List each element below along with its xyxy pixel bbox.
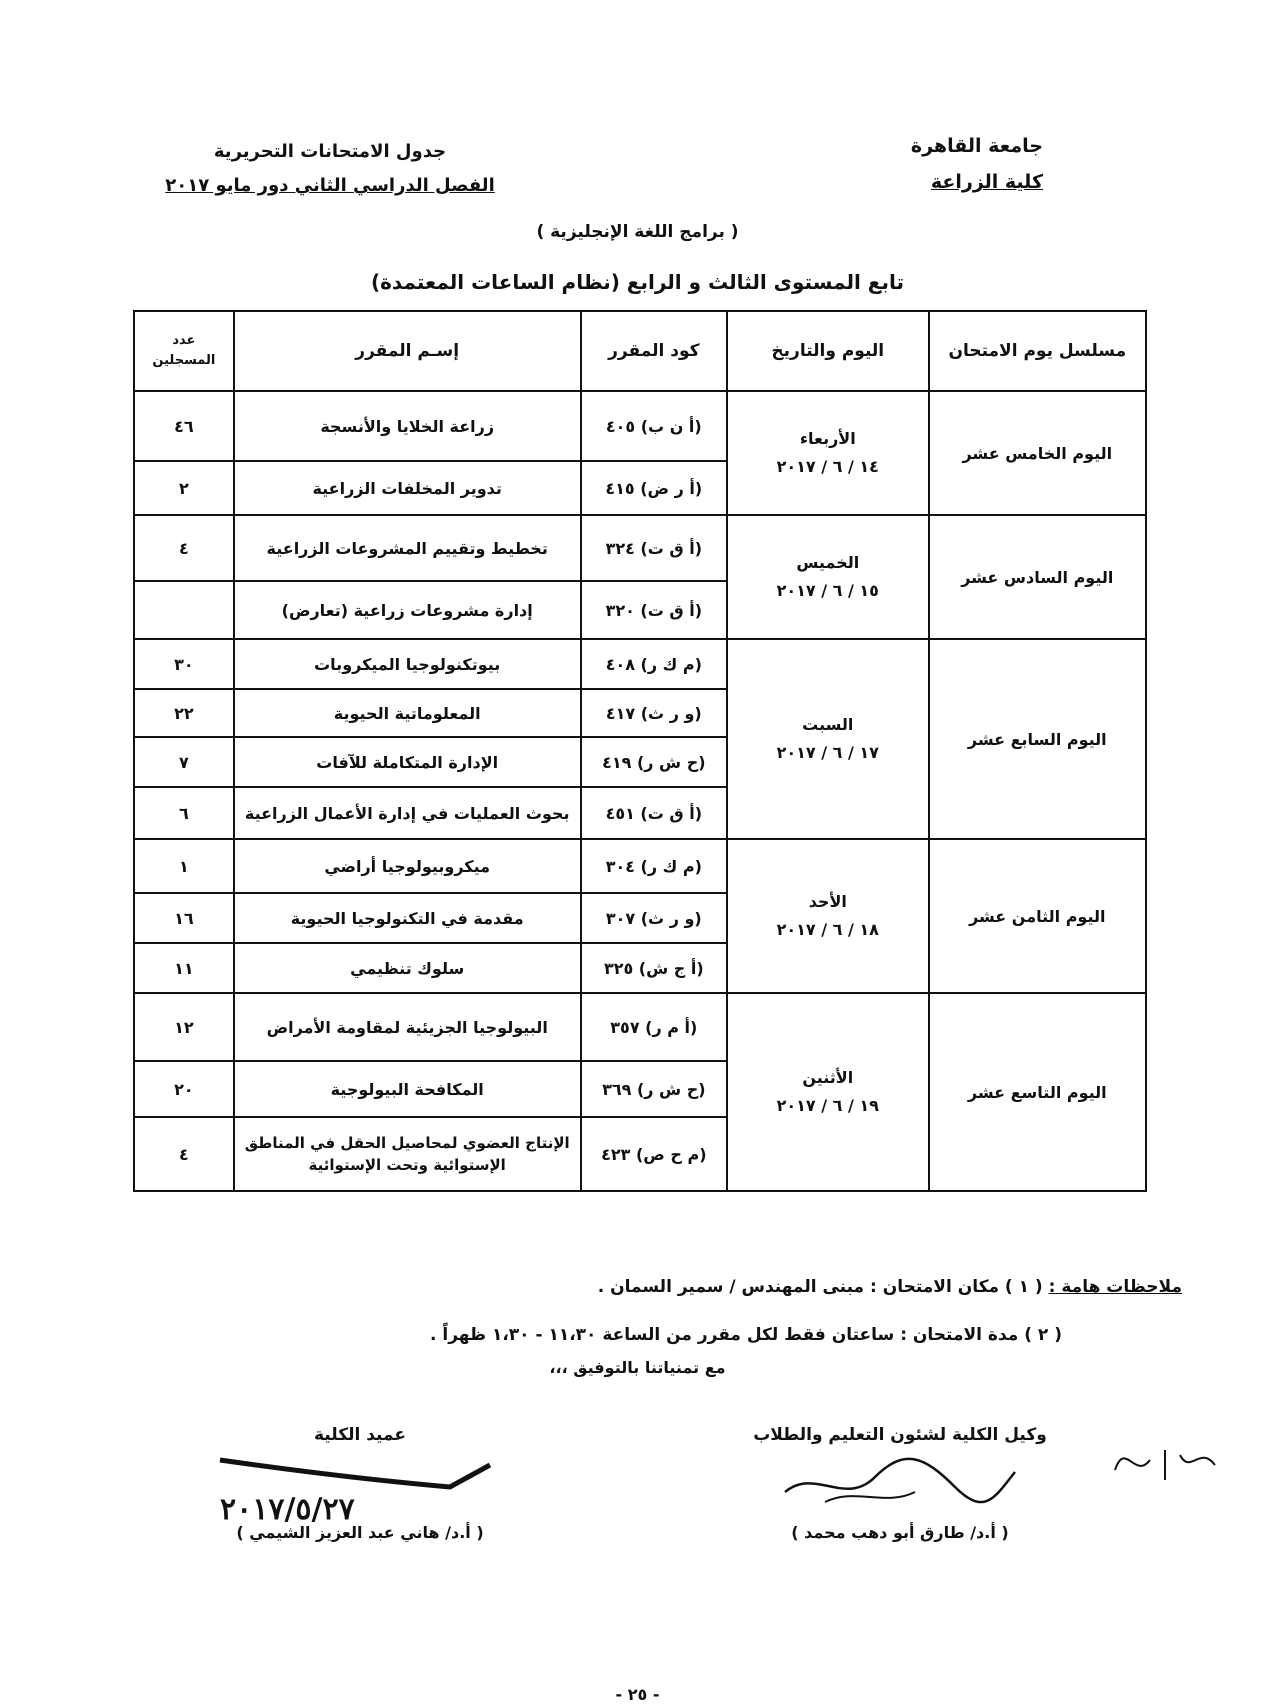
- course-code: (م ح ص) ٤٢٣: [581, 1117, 727, 1191]
- table-row: [134, 839, 1146, 893]
- course-code: (م ك ر) ٤٠٨: [581, 639, 727, 689]
- course-name: تخطيط وتقييم المشروعات الزراعية: [234, 515, 581, 581]
- notes-section: [430, 1263, 1182, 1359]
- note-1: ( ١ ) مكان الامتحان : مبنى المهندس / سمير السمان .: [597, 1277, 1043, 1297]
- exam-day-date-cell: [727, 839, 929, 993]
- enrolled-count: ١٢: [134, 993, 234, 1061]
- exam-date: ١٧ / ٦ / ٢٠١٧: [776, 743, 879, 762]
- vice-dean-signature-scribble: [765, 1447, 1025, 1517]
- course-name: سلوك تنظيمي: [234, 943, 581, 993]
- exam-date: ١٤ / ٦ / ٢٠١٧: [776, 457, 879, 476]
- course-name: تدوير المخلفات الزراعية: [234, 461, 581, 515]
- course-name: بحوث العمليات في إدارة الأعمال الزراعية: [234, 787, 581, 839]
- program-subtitle: ( برامج اللغة الإنجليزية ): [536, 222, 739, 242]
- exam-day-date-cell: [727, 515, 929, 639]
- notes-label: ملاحظات هامة :: [1048, 1277, 1182, 1297]
- closing-wish: مع تمنياتنا بالتوفيق ،،،: [549, 1358, 726, 1377]
- course-code: (و ر ث) ٣٠٧: [581, 893, 727, 943]
- exam-day-serial: اليوم السابع عشر: [929, 639, 1146, 839]
- exam-day-date-cell: [727, 391, 929, 515]
- exam-day-serial: اليوم التاسع عشر: [929, 993, 1146, 1191]
- course-name: ميكروبيولوجيا أراضي: [234, 839, 581, 893]
- schedule-header: [150, 135, 510, 203]
- exam-weekday: السبت: [802, 715, 854, 734]
- vice-dean-name: ( أ.د/ طارق أبو دهب محمد ): [791, 1523, 1009, 1542]
- course-name: المعلوماتية الحيوية: [234, 689, 581, 737]
- course-code: (أ ر ض) ٤١٥: [581, 461, 727, 515]
- note-line-1: [430, 1263, 1182, 1311]
- exam-weekday: الأحد: [808, 892, 847, 911]
- enrolled-count: ١١: [134, 943, 234, 993]
- enrolled-count: ٢٠: [134, 1061, 234, 1117]
- enrolled-count: ١: [134, 839, 234, 893]
- page-number: - ٢٥ -: [615, 1685, 660, 1704]
- vice-dean-title: وكيل الكلية لشئون التعليم والطلاب: [753, 1425, 1047, 1445]
- col-header-course-name: إسـم المقرر: [234, 311, 581, 391]
- table-header-row: [134, 311, 1146, 391]
- col-header-course-code: كود المقرر: [581, 311, 727, 391]
- col-header-day-date: اليوم والتاريخ: [727, 311, 929, 391]
- course-name: مقدمة في التكنولوجيا الحيوية: [234, 893, 581, 943]
- enrolled-count: ٦: [134, 787, 234, 839]
- course-name: إدارة مشروعات زراعية (تعارض): [234, 581, 581, 639]
- handwritten-date: ٢٠١٧/٥/٢٧: [220, 1492, 355, 1527]
- exam-day-serial: اليوم الخامس عشر: [929, 391, 1146, 515]
- course-code: (أ ن ب) ٤٠٥: [581, 391, 727, 461]
- enrolled-count: ٤: [134, 515, 234, 581]
- course-code: (ح ش ر) ٣٦٩: [581, 1061, 727, 1117]
- table-row: [134, 639, 1146, 689]
- exam-weekday: الخميس: [796, 553, 860, 572]
- exam-schedule-table: [133, 310, 1147, 1192]
- vice-dean-signature-block: [735, 1425, 1065, 1542]
- exam-day-date-cell: [727, 639, 929, 839]
- table-row: [134, 515, 1146, 581]
- institution-header: [911, 128, 1043, 200]
- col-header-serial: مسلسل يوم الامتحان: [929, 311, 1146, 391]
- level-subtitle: تابع المستوى الثالث و الرابع (نظام الساعات المعتمدة): [370, 270, 904, 294]
- course-name: المكافحة البيولوجية: [234, 1061, 581, 1117]
- exam-weekday: الأثنين: [802, 1068, 854, 1087]
- semester-title: الفصل الدراسي الثاني دور مايو ٢٠١٧: [165, 175, 495, 196]
- course-code: (أ ق ت) ٤٥١: [581, 787, 727, 839]
- university-name: جامعة القاهرة: [910, 135, 1043, 157]
- table-row: [134, 391, 1146, 461]
- course-code: (أ م ر) ٣٥٧: [581, 993, 727, 1061]
- dean-title: عميد الكلية: [314, 1425, 406, 1445]
- enrolled-count: ٣٠: [134, 639, 234, 689]
- faculty-name: كلية الزراعة: [930, 171, 1043, 193]
- course-name: زراعة الخلايا والأنسجة: [234, 391, 581, 461]
- enrolled-count: ٤٦: [134, 391, 234, 461]
- course-code: (أ ق ت) ٣٢٤: [581, 515, 727, 581]
- exam-day-serial: اليوم السادس عشر: [929, 515, 1146, 639]
- course-code: (أ ج ش) ٣٢٥: [581, 943, 727, 993]
- enrolled-count: ٧: [134, 737, 234, 787]
- course-code: (م ك ر) ٣٠٤: [581, 839, 727, 893]
- table-row: [134, 993, 1146, 1061]
- course-code: (ح ش ر) ٤١٩: [581, 737, 727, 787]
- course-name: البيولوجيا الجزيئية لمقاومة الأمراض: [234, 993, 581, 1061]
- exam-weekday: الأربعاء: [799, 429, 856, 448]
- course-name: الإنتاج العضوي لمحاصيل الحقل في المناطق الإستوائية وتحت الإستوائية: [234, 1117, 581, 1191]
- enrolled-count: ٢٢: [134, 689, 234, 737]
- exam-day-date-cell: [727, 993, 929, 1191]
- exam-date: ١٥ / ٦ / ٢٠١٧: [776, 581, 879, 600]
- enrolled-count: ٢: [134, 461, 234, 515]
- course-name: بيوتكنولوجيا الميكروبات: [234, 639, 581, 689]
- course-code: (و ر ث) ٤١٧: [581, 689, 727, 737]
- enrolled-count: ١٦: [134, 893, 234, 943]
- enrolled-count: ٤: [134, 1117, 234, 1191]
- exam-date: ١٨ / ٦ / ٢٠١٧: [776, 920, 879, 939]
- dean-name: ( أ.د/ هاني عبد العزيز الشيمي ): [236, 1523, 484, 1542]
- exam-day-serial: اليوم الثامن عشر: [929, 839, 1146, 993]
- table-body: [134, 391, 1146, 1191]
- enrolled-count: [134, 581, 234, 639]
- note-2: ( ٢ ) مدة الامتحان : ساعتان فقط لكل مقرر من الساعة ١١،٣٠ - ١،٣٠ ظهراً .: [430, 1325, 1062, 1345]
- exam-date: ١٩ / ٦ / ٢٠١٧: [776, 1096, 879, 1115]
- schedule-title: جدول الامتحانات التحريرية: [213, 141, 447, 162]
- margin-initials-scribble: [1105, 1430, 1225, 1490]
- col-header-enrolled-count: عدد المسجلين: [134, 311, 234, 391]
- course-code: (أ ق ت) ٣٢٠: [581, 581, 727, 639]
- course-name: الإدارة المتكاملة للآفات: [234, 737, 581, 787]
